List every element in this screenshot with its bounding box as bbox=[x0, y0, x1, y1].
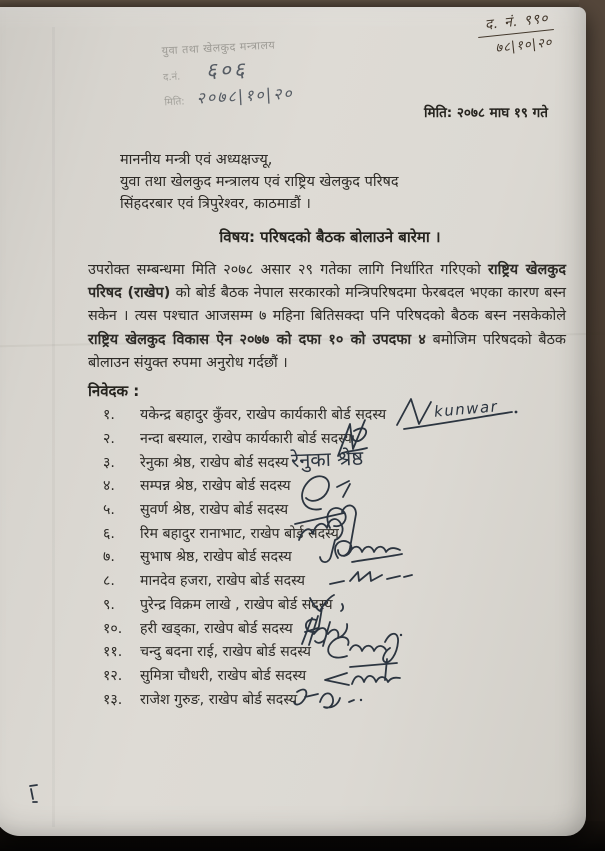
corner-note-date: ७८|१०|२० bbox=[494, 35, 554, 57]
list-item-number: ६. bbox=[103, 525, 115, 542]
list-item-number: १०. bbox=[103, 620, 123, 637]
recipient-line: युवा तथा खेलकुद मन्त्रालय एवं राष्ट्रिय खेलकुद परिषद bbox=[120, 174, 399, 190]
signature-renuka-text: रेनुका श्रेष्ठ bbox=[290, 445, 364, 473]
list-item-number: ३. bbox=[103, 454, 115, 471]
body-segment: को बोर्ड बैठक नेपाल सरकारको मन्त्रिपरिषदमा फेरबदल भएका कारण बस्न सकेन । त्यस पश्चात आजसम्म ७ महिना बितिसक्दा पनि परिषदको बैठक बस्न नसकेकोले bbox=[88, 285, 566, 325]
stamp-reg-number-handwritten: ६०६ bbox=[205, 57, 249, 83]
body-segment: बमोजिम परिषदको बैठक बोलाउन संयुक्त रुपमा अनुरोध गर्दछौं । bbox=[88, 331, 566, 371]
subject-line: विषय: परिषदको बैठक बोलाउने बारेमा । bbox=[219, 228, 441, 246]
list-item-name: सुभाष श्रेष्ठ, राखेप बोर्ड सदस्य bbox=[140, 549, 292, 566]
list-item bbox=[103, 687, 523, 711]
stamp-date-label: मिति: bbox=[164, 96, 185, 109]
list-item bbox=[103, 427, 523, 451]
stamp-office-name: युवा तथा खेलकुद मन्त्रालय bbox=[161, 38, 276, 58]
list-item-name: सुमित्रा चौधरी, राखेप बोर्ड सदस्य bbox=[140, 667, 307, 684]
list-item-number: ७. bbox=[103, 549, 115, 566]
body-paragraph bbox=[88, 259, 566, 375]
stamp-date-handwritten: २०७८|१०|२० bbox=[195, 83, 295, 108]
list-item bbox=[103, 640, 523, 664]
list-item bbox=[103, 664, 523, 688]
list-item bbox=[103, 450, 523, 474]
list-item-number: १२. bbox=[103, 667, 123, 684]
list-item-name: राजेश गुरुङ, राखेप बोर्ड सदस्य bbox=[140, 691, 298, 708]
list-item-name: यकेन्द्र बहादुर कुँवर, राखेप कार्यकारी बोर्ड सदस्य bbox=[140, 407, 387, 424]
list-item-name: नन्दा बस्याल, राखेप कार्यकारी बोर्ड सदस्य bbox=[140, 431, 352, 448]
list-item bbox=[103, 474, 523, 498]
paper-crease bbox=[52, 27, 55, 827]
signatory-list bbox=[103, 403, 523, 711]
recipient-line: सिंहदरबार एवं त्रिपुरेश्वर, काठमाडौं । bbox=[120, 196, 311, 212]
list-item bbox=[103, 498, 523, 522]
recipient-line: माननीय मन्त्री एवं अध्यक्षज्यू, bbox=[120, 152, 273, 168]
list-item-number: ८. bbox=[103, 573, 115, 590]
list-item bbox=[103, 545, 523, 569]
body-segment-bold: राष्ट्रिय खेलकुद विकास ऐन २०७७ को दफा १० को उपदफा ४ bbox=[88, 331, 426, 348]
list-item-name: मानदेव हजरा, राखेप बोर्ड सदस्य bbox=[140, 573, 305, 590]
list-item-name: रेनुका श्रेष्ठ, राखेप बोर्ड सदस्य bbox=[140, 454, 289, 471]
list-item bbox=[103, 616, 523, 640]
list-item-number: १. bbox=[103, 407, 115, 424]
list-item-name: सुवर्ण श्रेष्ठ, राखेप बोर्ड सदस्य bbox=[140, 502, 289, 519]
list-item-name: रिम बहादुर रानाभाट, राखेप बोर्ड सदस्य bbox=[140, 525, 339, 542]
list-item bbox=[103, 569, 523, 593]
recipient-address bbox=[120, 149, 399, 215]
list-item-name: चन्दु बदना राई, राखेप बोर्ड सदस्य bbox=[140, 644, 311, 661]
list-item-number: १३. bbox=[103, 691, 123, 708]
list-item bbox=[103, 403, 523, 427]
corner-dispatch-note bbox=[476, 8, 556, 58]
list-item-name: पुरेन्द्र विक्रम लाखे , राखेप बोर्ड सदस्य bbox=[140, 596, 333, 613]
list-item-name: सम्पन्न श्रेष्ठ, राखेप बोर्ड सदस्य bbox=[140, 478, 291, 495]
list-item bbox=[103, 521, 523, 545]
list-item-number: ५. bbox=[103, 502, 115, 519]
body-segment-bold: राष्ट्रिय खेलकुद परिषद (राखेप) bbox=[88, 262, 566, 302]
signature-kunwar-text: kunwar bbox=[433, 397, 499, 421]
list-item-number: २. bbox=[103, 431, 115, 448]
body-segment: उपरोक्त सम्बन्धमा मिति २०७८ असार २९ गतेका लागि निर्धारित गरिएको bbox=[88, 262, 489, 278]
petitioners-heading: निवेदक : bbox=[88, 382, 140, 400]
list-item-number: ९. bbox=[103, 596, 115, 613]
corner-note-number: द. नं. ९९० bbox=[476, 8, 554, 38]
list-item-name: हरी खड्का, राखेप बोर्ड सदस्य bbox=[140, 620, 293, 637]
list-item-number: ४. bbox=[103, 478, 115, 495]
registration-stamp bbox=[161, 37, 294, 111]
letter-date: मिति: २०७८ माघ १९ गते bbox=[424, 105, 548, 121]
list-item-number: ११. bbox=[103, 644, 123, 661]
list-item bbox=[103, 593, 523, 617]
stamp-reg-label: द.नं. bbox=[162, 71, 181, 84]
